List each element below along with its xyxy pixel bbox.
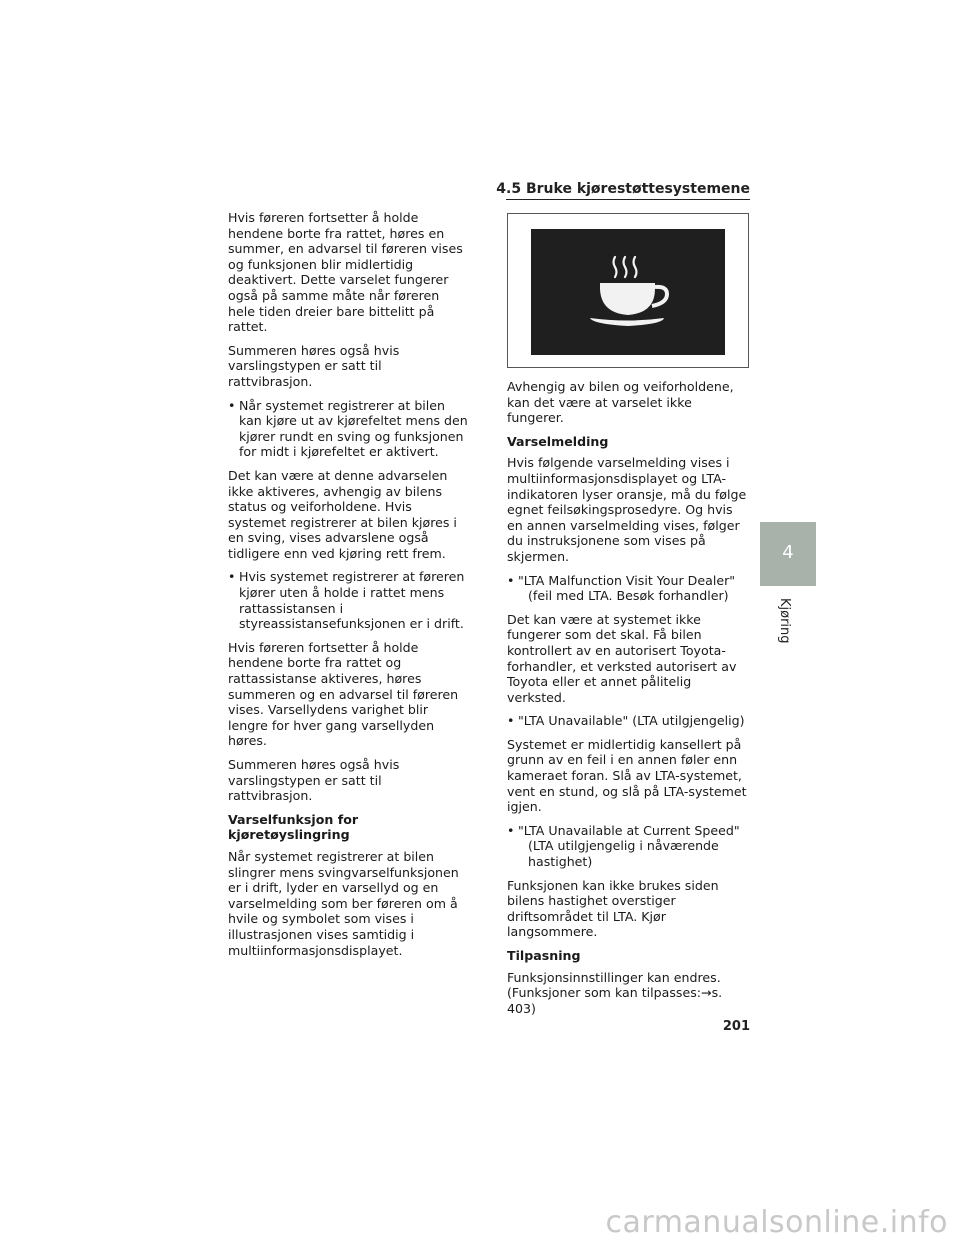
page-number: 201 <box>722 1019 750 1034</box>
bullet-marker: • <box>507 572 515 588</box>
right-paragraph-3: Det kan være at systemet ikke fungerer som det skal. Få bilen kontrollert av en autorisert Toyota-forhandler, et verksted autorisert av Toyota eller et annet pålitelig verksted. <box>507 611 737 705</box>
right-paragraph-2: Hvis følgende varselmelding vises i multiinformasjonsdisplayet og LTA-indikatoren lyser oransje, må du følge egnet feilsøkingsprosedyre. Og hvis en annen varselmelding vises, følger du instruksjonene som vises på skjermen. <box>507 455 747 564</box>
left-bullet-1-text: Når systemet registrerer at bilen kan kjøre ut av kjørefeltet mens den kjører rundt en sving og funksjonen for midt i kjørefeltet er aktivert. <box>239 397 468 460</box>
bullet-marker: • <box>228 397 236 413</box>
watermark: carmanualsonline.info <box>605 1205 948 1240</box>
left-bullet-1 <box>228 398 468 460</box>
right-paragraph-6 <box>507 970 749 1017</box>
right-bullet-1-line-2: (feil med LTA. Besøk forhandler) <box>528 588 729 604</box>
right-bullet-3-line-2: (LTA utilgjengelig i nåværende hastighet) <box>528 838 719 870</box>
right-bullet-3-line-1: "LTA Unavailable at Current Speed" <box>518 822 740 838</box>
figure-frame <box>507 213 749 368</box>
right-heading-warning-message: Varselmelding <box>507 433 609 449</box>
left-paragraph-6: Når systemet registrerer at bilen slingrer mens svingvarselfunksjonen er i drift, lyder en varsellyd og en varselmelding som ber føreren om å hvile og symbolet som vises i illustrasjonen vises samtidig i multiinformasjonsdisplayet. <box>228 848 459 958</box>
right-bullet-2-text: "LTA Unavailable" (LTA utilgjengelig) <box>518 713 745 729</box>
left-column <box>228 210 468 966</box>
header-rule <box>506 199 750 200</box>
customization-line-2[interactable]: (Funksjoner som kan tilpasses:→s. 403) <box>507 985 723 1016</box>
customization-line-1: Funksjonsinnstillinger kan endres. <box>507 969 721 985</box>
left-paragraph-1: Hvis føreren fortsetter å holde hendene borte fra rattet, høres en summer, en advarsel til føreren vises og funksjonen blir midlertidig deaktivert. Dette varselet fungerer også på samme måte når føreren hele tiden dreier bare bittelitt på rattet. <box>228 210 463 335</box>
left-paragraph-2: Summeren høres også hvis varslingstypen er satt til rattvibrasjon. <box>228 342 400 389</box>
left-heading-sway-warning: Varselfunksjon for kjøretøyslingring <box>228 811 359 843</box>
chapter-number: 4 <box>782 542 794 563</box>
left-paragraph-3: Det kan være at denne advarselen ikke aktiveres, avhengig av bilens status og veiforholdene. Hvis systemet registrerer at bilen kjøres i en sving, vises advarslene også tidligere enn ved kjøring rett frem. <box>228 467 457 561</box>
display-screen <box>531 229 725 355</box>
section-header-title: 4.5 Bruke kjørestøttesystemene <box>496 181 750 197</box>
bullet-marker: • <box>507 822 515 838</box>
right-bullet-1-line-1: "LTA Malfunction Visit Your Dealer" <box>518 572 736 588</box>
right-column <box>507 379 749 1024</box>
coffee-cup-icon <box>531 229 725 355</box>
right-paragraph-1: Avhengig av bilen og veiforholdene, kan det være at varselet ikke fungerer. <box>507 379 734 426</box>
left-paragraph-5: Summeren høres også hvis varslingstypen er satt til rattvibrasjon. <box>228 757 400 804</box>
left-bullet-2 <box>228 569 468 631</box>
right-paragraph-5: Funksjonen kan ikke brukes siden bilens hastighet overstiger driftsområdet til LTA. Kjør langsommere. <box>507 877 719 940</box>
right-bullet-1 <box>507 573 749 604</box>
left-bullet-2-text: Hvis systemet registrerer at føreren kjører uten å holde i rattet mens rattassistansen i styreassistansefunksjonen er i drift. <box>239 569 465 632</box>
chapter-label: Kjøring <box>777 598 792 644</box>
right-bullet-2 <box>507 713 749 729</box>
right-paragraph-4: Systemet er midlertidig kansellert på grunn av en feil i en annen føler enn kameraet foran. Slå av LTA-systemet, vent en stund, og slå på LTA-systemet igjen. <box>507 736 747 815</box>
right-bullet-3 <box>507 823 749 870</box>
chapter-tab <box>760 522 816 586</box>
right-heading-customization: Tilpasning <box>507 948 581 963</box>
bullet-marker: • <box>507 713 515 729</box>
left-paragraph-4: Hvis føreren fortsetter å holde hendene borte fra rattet og rattassistanse aktiveres, høres summeren og en advarsel til føreren vises. Varsellydens varighet blir lengre for hver gang varsellyden høres. <box>228 639 459 749</box>
bullet-marker: • <box>228 569 236 585</box>
